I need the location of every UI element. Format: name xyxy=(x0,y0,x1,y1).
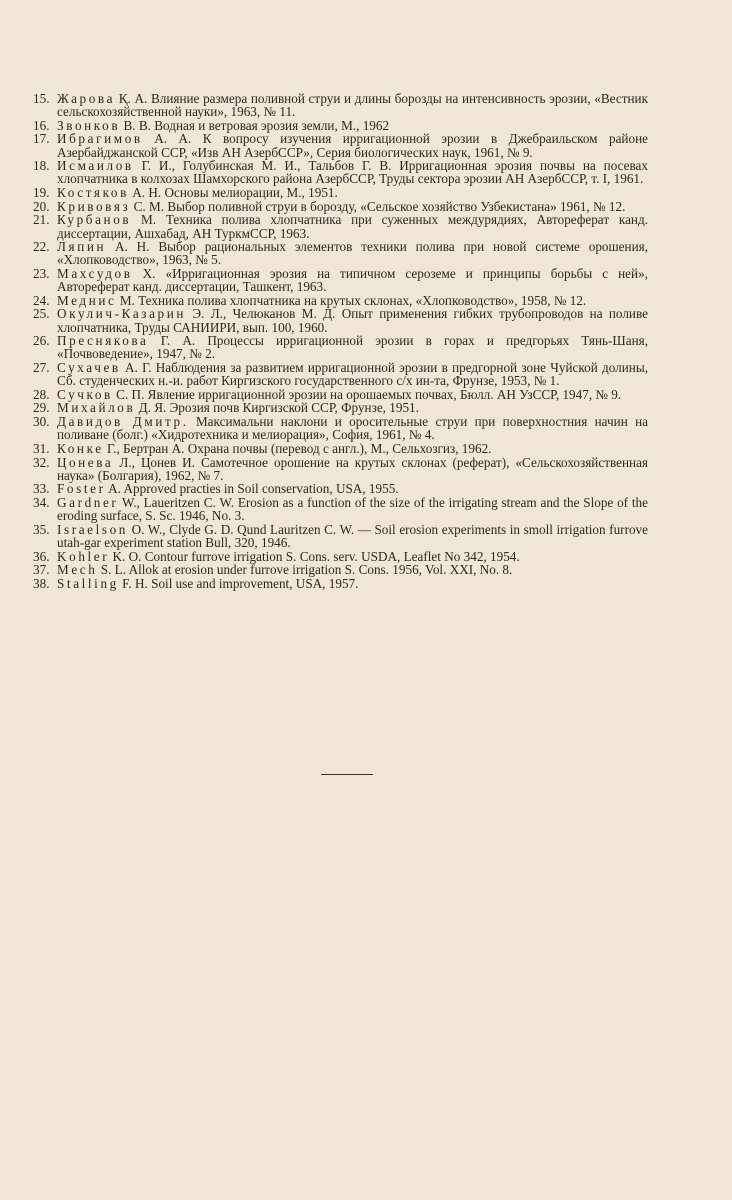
reference-text xyxy=(57,496,648,522)
reference-item xyxy=(33,496,648,522)
reference-item xyxy=(33,92,648,118)
reference-author: Махсудов xyxy=(57,265,133,281)
reference-item xyxy=(33,456,648,482)
reference-number: 24. xyxy=(33,292,50,308)
reference-details: Қ. А. Влияние размера поливной струи и длины борозды на интенсивность эрозии, «Вестник сельскохозяйственной науки», 1963, № 11. xyxy=(57,91,648,120)
reference-text xyxy=(57,415,648,441)
reference-number: 17. xyxy=(33,131,50,147)
reference-number: 16. xyxy=(33,117,50,133)
reference-author: Israelson xyxy=(57,521,129,537)
reference-details: В. В. Водная и ветровая эрозия земли, М., 1962 xyxy=(120,117,390,133)
reference-text xyxy=(57,361,648,387)
reference-author: Gardner xyxy=(57,495,119,511)
reference-details: Г., Бертран А. Охрана почвы (перевод с англ.), М., Сельхозгиз, 1962. xyxy=(103,440,492,456)
reference-details: S. L. Allok at erosion under furrove irrigation S. Cons. 1956, Vol. XXI, No. 8. xyxy=(97,562,513,578)
reference-details: С. П. Явление ирригационной эрозии на орошаемых почвах, Бюлл. АН УзССР, 1947, № 9. xyxy=(112,386,622,402)
reference-details: М. Техника полива хлопчатника при суженных междурядиях, Автореферат канд. диссертации, Ашхабад, АН ТуркмССР, 1963. xyxy=(57,212,648,241)
reference-details: A. Approved practies in Soil conservation, USA, 1955. xyxy=(105,481,399,497)
reference-details: Максимальни наклони и оросительные струи при поверхностния начин на поливане (болг.) «Хидротехника и мелиорация», София, 1961, № 4. xyxy=(57,414,648,443)
reference-number: 25. xyxy=(33,306,50,322)
reference-details: Э. Л., Челюканов М. Д. Опыт применения гибких трубопроводов на поливе хлопчатника, Труды САНИИРИ, вып. 100, 1960. xyxy=(57,306,648,335)
reference-details: Л., Цонев И. Самотечное орошение на крутых склонах (реферат), «Сельскохозяйственная наука» (Болгария), 1962, № 7. xyxy=(57,454,648,483)
reference-text xyxy=(57,92,648,118)
reference-details: М. Техника полива хлопчатника на крутых склонах, «Хлопководство», 1958, № 12. xyxy=(116,292,587,308)
reference-list xyxy=(33,92,648,590)
reference-item xyxy=(33,577,648,590)
reference-item xyxy=(33,186,648,199)
reference-item xyxy=(33,159,648,185)
reference-number: 35. xyxy=(33,521,50,537)
reference-text xyxy=(57,388,648,401)
reference-details: С. М. Выбор поливной струи в борозду, «Сельское хозяйство Узбекистана» 1961, № 12. xyxy=(130,198,626,214)
reference-author: Ляпин xyxy=(57,239,107,255)
reference-author: Сухачев xyxy=(57,360,121,375)
reference-author: Курбанов xyxy=(57,212,132,228)
reference-details: А. Н. Выбор рациональных элементов техники полива при новой системе орошения, «Хлопководство», 1963, № 5. xyxy=(57,239,648,268)
reference-text xyxy=(57,267,648,293)
reference-item xyxy=(33,334,648,360)
reference-text xyxy=(57,119,648,132)
reference-details: А. А. К вопросу изучения ирригационной эрозии в Джебраильском районе Азербайджанской ССР, «Изв АН АзербССР», Серия биологических наук, 1961, № 9. xyxy=(57,131,648,160)
reference-number: 30. xyxy=(33,414,50,430)
reference-item xyxy=(33,401,648,414)
reference-number: 18. xyxy=(33,158,50,174)
reference-number: 28. xyxy=(33,386,50,402)
reference-author: Stalling xyxy=(57,576,119,592)
reference-number: 27. xyxy=(33,360,50,375)
reference-author: Foster xyxy=(57,481,106,497)
reference-item xyxy=(33,213,648,239)
reference-author: Исмаилов xyxy=(57,158,134,174)
reference-number: 26. xyxy=(33,333,50,349)
reference-number: 29. xyxy=(33,400,50,416)
reference-author: Окулич-Казарин xyxy=(57,306,187,322)
reference-text xyxy=(57,240,648,266)
reference-text xyxy=(57,307,648,333)
reference-author: Меднис xyxy=(57,292,117,308)
reference-author: Кривовяз xyxy=(57,198,131,214)
reference-details: O. W., Clyde G. D. Qund Lauritzen C. W. — Soil erosion experiments in smoll irrigation furrove utah-gar experiment station Bull, 320, 1946. xyxy=(57,521,648,550)
reference-number: 37. xyxy=(33,562,50,578)
reference-item xyxy=(33,294,648,307)
reference-item xyxy=(33,550,648,563)
reference-item xyxy=(33,240,648,266)
reference-details: F. H. Soil use and improvement, USA, 1957. xyxy=(118,576,359,592)
reference-number: 22. xyxy=(33,239,50,255)
reference-item xyxy=(33,388,648,401)
reference-author: Mech xyxy=(57,562,98,578)
reference-details: А. Н. Основы мелиорации, М., 1951. xyxy=(128,185,338,201)
reference-item xyxy=(33,267,648,293)
reference-text xyxy=(57,456,648,482)
reference-author: Жарова xyxy=(57,91,116,106)
reference-number: 15. xyxy=(33,91,50,106)
reference-item xyxy=(33,307,648,333)
reference-number: 36. xyxy=(33,548,50,564)
reference-text xyxy=(57,200,648,213)
reference-author: Конке xyxy=(57,440,104,456)
reference-item xyxy=(33,200,648,213)
reference-author: Преснякова xyxy=(57,333,149,349)
reference-details: А. Г. Наблюдения за развитием ирригационной эрозии в предгорной зоне Чуйской долины, Сб. студенческих н.-и. работ Киргизского государственного с/х ин-та, Фрунзе, 1953, № 1. xyxy=(57,360,648,389)
reference-number: 38. xyxy=(33,576,50,592)
reference-text xyxy=(57,294,648,307)
reference-author: Давидов Дмитр. xyxy=(57,414,189,430)
reference-text xyxy=(57,213,648,239)
reference-number: 20. xyxy=(33,198,50,214)
reference-author: Сучков xyxy=(57,386,113,402)
reference-number: 23. xyxy=(33,265,50,281)
reference-details: Х. «Ирригационная эрозия на типичном сероземе и принципы борьбы с ней», Автореферат канд. диссертации, Ташкент, 1963. xyxy=(57,265,648,295)
reference-author: Костяков xyxy=(57,185,129,201)
reference-item xyxy=(33,415,648,441)
reference-number: 19. xyxy=(33,185,50,201)
reference-number: 34. xyxy=(33,495,50,511)
reference-text xyxy=(57,523,648,549)
reference-text xyxy=(57,132,648,158)
reference-item xyxy=(33,442,648,455)
reference-item xyxy=(33,523,648,549)
reference-text xyxy=(57,334,648,360)
reference-item xyxy=(33,119,648,132)
reference-author: Kohler xyxy=(57,548,110,564)
reference-author: Звонков xyxy=(57,117,121,133)
reference-item xyxy=(33,563,648,576)
reference-text xyxy=(57,186,648,199)
reference-details: Г. А. Процессы ирригационной эрозии в горах и предгорьях Тянь-Шаня, «Почвоведение», 1947, № 2. xyxy=(57,333,648,362)
reference-text xyxy=(57,563,648,576)
reference-author: Цонева xyxy=(57,454,114,470)
reference-item xyxy=(33,132,648,158)
reference-item xyxy=(33,361,648,387)
reference-details: Д. Я. Эрозия почв Киргизской ССР, Фрунзе, 1951. xyxy=(135,400,419,416)
reference-details: K. O. Contour furrove irrigation S. Cons. serv. USDA, Leaflet No 342, 1954. xyxy=(109,548,520,564)
closing-rule xyxy=(321,774,373,775)
reference-text xyxy=(57,550,648,563)
reference-text xyxy=(57,442,648,455)
reference-details: Г. И., Голубинская М. И., Тальбов Г. В. Ирригационная эрозия почвы на посевах хлопчатника в колхозах Шамхорского района АзербССР, Труды сектора эрозии АН АзербССР, т. I, 1961. xyxy=(57,158,648,187)
reference-author: Ибрагимов xyxy=(57,131,143,147)
reference-number: 31. xyxy=(33,440,50,456)
reference-number: 21. xyxy=(33,212,50,228)
reference-number: 32. xyxy=(33,454,50,470)
reference-text xyxy=(57,482,648,495)
reference-text xyxy=(57,159,648,185)
reference-number: 33. xyxy=(33,481,50,497)
reference-author: Михайлов xyxy=(57,400,136,416)
reference-item xyxy=(33,482,648,495)
reference-details: W., Laueritzen C. W. Erosion as a function of the size of the irrigating stream and the Slope of the eroding surface, S. Sc. 1946, No. 3. xyxy=(57,495,648,524)
reference-text xyxy=(57,577,648,590)
reference-text xyxy=(57,401,648,414)
